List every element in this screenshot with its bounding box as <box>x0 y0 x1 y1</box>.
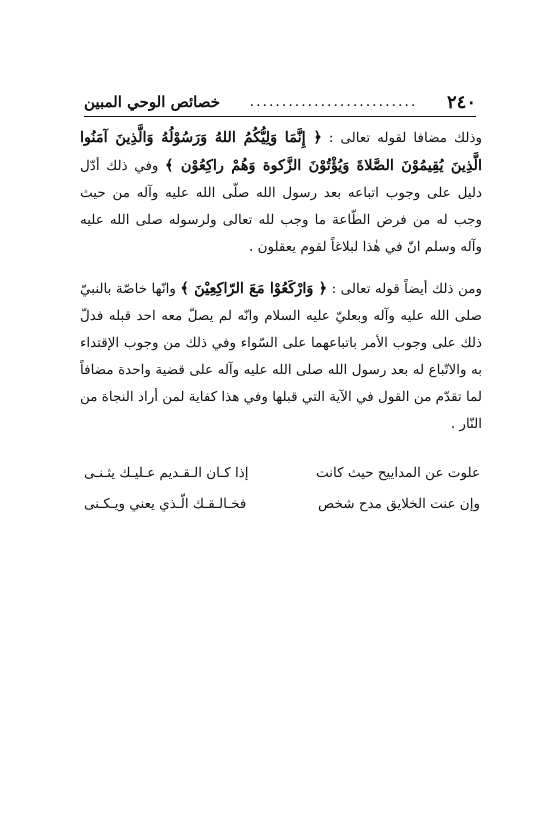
poem-verse <box>84 458 480 489</box>
poem-verse <box>84 489 480 520</box>
poem-hemistich-first: وإن عنت الخلايق مدح شخص <box>318 496 480 512</box>
body-text <box>80 124 482 452</box>
poem <box>84 458 480 520</box>
running-title: خصائص الوحي المبين <box>84 93 220 111</box>
poem-hemistich-second: إذا كـان الـقـديم عـليـك يثـنـى <box>84 465 249 481</box>
paragraph-2-intro: ومن ذلك أيضاً قوله تعالى : <box>331 281 483 297</box>
paragraph-1-intro: وذلك مضافا لقوله تعالى : <box>328 130 482 146</box>
page-number: ٢٤٠ <box>446 91 476 113</box>
poem-hemistich-second: فخـالـقـك الّـذي يعني ويـكـنى <box>84 496 247 512</box>
quran-verse-2: ﴿ وَارْكَعُوْا مَعَ الرّاكِعِيْنَ ﴾ <box>180 280 328 297</box>
page-header <box>84 90 476 114</box>
paragraph-2 <box>80 275 482 438</box>
paragraph-2-rest: وانّها خاصّة بالنبيّ صلى الله عليه وآله وبعليّ عليه السلام وانّه لم يصلّ معه احد قبله فدلّ ذلك على وجوب الأمر باتباعهما على السّواء وفي ذلك من وجوب الإقتداء به والاتّباع له بعد رسول الله صلى الله عليه وآله على قضية واحدة مضافاً لما تقدّم من القول في الآية التي قبلها وفي هذا كفاية لمن أراد النجاة من النّار . <box>80 281 482 432</box>
quran-verse-1: ﴿ إِنَّمَا وَلِيُّكُمُ اللهُ وَرَسُوْلُهُ وَالَّذِينَ آمَنُوا الَّذِينَ يُقِيمُوْنَ الصَّلاةَ وَيُؤْتُوْنَ الزَّكوة وَهُمْ راكِعُوْن ﴾ <box>80 129 482 174</box>
paragraph-1 <box>80 124 482 261</box>
leader-dots: .......................... <box>249 94 418 110</box>
paragraph-1-rest: وفي ذلك أدّل دليل على وجوب اتباعه بعد رسول الله صلّى الله عليه وآله من حيث وجب له من فرض الطّاعة ما وجب لله تعالى ولرسوله صلى الله عليه وآله وسلم انّ في هٰذا لبلاغاً لقوم يعقلون . <box>80 158 482 255</box>
header-rule <box>84 116 476 117</box>
poem-hemistich-first: علوت عن المداييح حيث كانت <box>316 465 480 481</box>
